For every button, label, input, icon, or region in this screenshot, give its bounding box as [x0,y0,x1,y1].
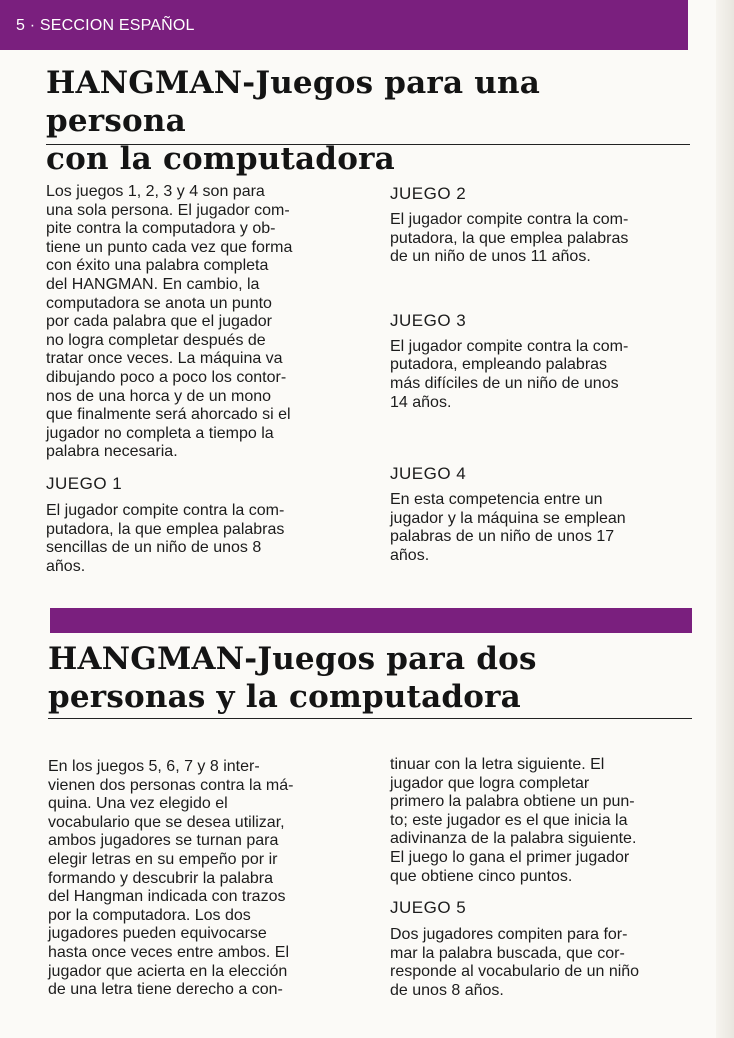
section1-title [46,64,686,178]
juego5-text: Dos jugadores compiten para for- mar la palabra buscada, que cor- responde al vocabulario de un niño de unos 8 años. [390,926,640,999]
section2-intro-continued: tinuar con la letra siguiente. El jugador que logra completar primero la palabra obtiene un pun- to; este jugador es el que inicia la adivinanza de la palabra siguiente. El juego lo gana el primer jugador que obtiene cinco puntos. [390,756,637,885]
juego2-text: El jugador compite contra la com- putadora, la que emplea palabras de un niño de unos 11 años. [390,211,629,266]
juego3-heading: JUEGO 3 [390,310,467,330]
section1-rule [46,144,690,145]
section2-title-line2: personas y la computadora [48,679,521,715]
juego2-heading: JUEGO 2 [390,184,467,203]
section-label: 5 · SECCION ESPAÑOL [16,17,195,34]
section1-intro: Los juegos 1, 2, 3 y 4 son para una sola persona. El jugador com- pite contra la computadora y ob- tiene un punto cada vez que forma con éxito una palabra completa del HANGMAN. En cambio, la computadora se anota un punto por cada palabra que el jugador no logra completar después de tratar once veces. La máquina va dibujando poco a poco los contor- nos de una horca y de un mono que finalmente será ahorcado si el jugador no completa a tiempo la palabra necesaria. [46,183,293,461]
section2-title [48,640,688,716]
page-edge-shadow [716,0,734,1038]
juego4-heading: JUEGO 4 [390,464,467,484]
juego1-text: El jugador compite contra la com- putadora, la que emplea palabras sencillas de un niño de unos 8 años. [46,501,285,575]
section1-left-column [46,183,356,576]
section1-title-line2: con la computadora [46,141,395,177]
section2-left-column [48,758,358,1000]
juego1-heading: JUEGO 1 [46,473,123,493]
section2-intro: En los juegos 5, 6, 7 y 8 inter- vienen dos personas contra la má- quina. Una vez elegido el vocabulario que se desea utilizar, ambos jugadores se turnan para elegir letras en su empeño por ir formando y descubrir la palabra del Hangman indicada con trazos por la computadora. Los dos jugadores pueden equivocarse hasta once veces entre ambos. El jugador que acierta en la elección de una letra tiene derecho a con- [48,758,294,999]
juego3-text: El jugador compite contra la com- putadora, empleando palabras más difíciles de un niño de unos 14 años. [390,337,629,411]
section-header-band [0,0,688,50]
section2-divider-band [50,608,692,633]
section2-title-line1: HANGMAN-Juegos para dos [48,641,537,677]
section2-right-column [390,756,695,1001]
section2-rule [48,718,692,719]
section1-title-line1: HANGMAN-Juegos para una persona [46,65,540,139]
juego5-heading: JUEGO 5 [390,898,467,918]
juego4-text: En esta competencia entre un jugador y la máquina se emplean palabras de un niño de unos 17 años. [390,491,626,564]
section1-right-column [390,184,690,566]
